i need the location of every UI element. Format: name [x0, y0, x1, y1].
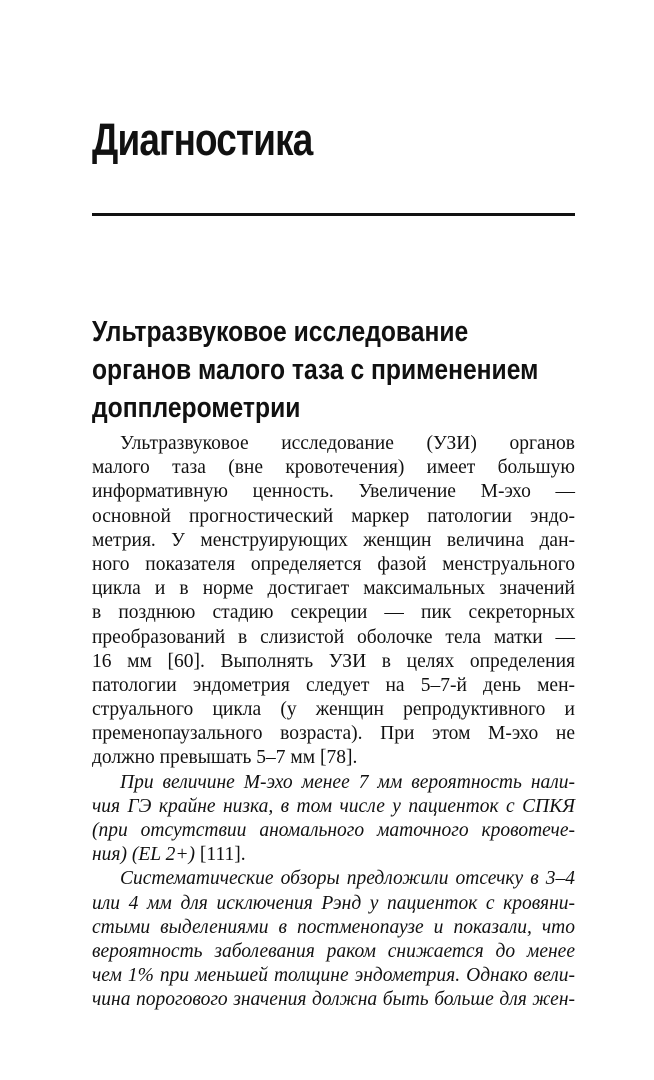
text-line: цикла и в норме достигает максимальных значений — [92, 578, 575, 600]
text-line: преобразований в слизистой оболочке тела матки — — [92, 626, 575, 648]
text-line: вероятность заболевания раком снижается до менее — [92, 940, 575, 962]
text-line: в позднюю стадию секреции — пик секреторных — [92, 602, 575, 624]
text-line: 16 мм [60]. Выполнять УЗИ в целях определения — [92, 650, 575, 672]
text-line: информативную ценность. Увеличение М-эхо — — [92, 481, 575, 503]
text-line: или 4 мм для исключения Рэнд у пациенток с кровяни- — [92, 892, 575, 914]
paragraph-uzi — [92, 432, 575, 771]
text-line: малого таза (вне кровотечения) имеет большую — [92, 457, 575, 479]
body-text — [92, 432, 575, 1013]
text-line: метрия. У менструирующих женщин величина дан- — [92, 529, 575, 551]
text-line: пременопаузального возраста). При этом М-эхо не — [92, 723, 575, 745]
chapter-title: Диагностика — [92, 114, 313, 165]
section-heading-line: органов малого таза с применением — [92, 354, 539, 386]
text-line: чия ГЭ крайне низка, в том числе у пациенток с СПКЯ — [92, 795, 575, 817]
text-line: ного показателя определяется фазой менструального — [92, 553, 575, 575]
section-heading-line: допплерометрии — [92, 392, 301, 424]
paragraph-m-echo — [92, 771, 575, 868]
paragraph-systematic-reviews — [92, 867, 575, 1012]
text-line — [92, 843, 575, 867]
text-line: чина порогового значения должна быть больше для жен- — [92, 989, 575, 1011]
title-divider — [92, 213, 575, 216]
text-line: чем 1% при меньшей толщине эндометрия. Однако вели- — [92, 965, 575, 987]
evidence-level: ния) (EL 2+) — [92, 844, 196, 866]
citation-reference: [111]. — [195, 844, 246, 866]
text-line: патологии эндометрия следует на 5–7-й день мен- — [92, 674, 575, 696]
text-line: стыми выделениями в постменопаузе и показали, что — [92, 916, 575, 938]
text-line: Систематические обзоры предложили отсечку в 3–4 — [120, 868, 575, 890]
text-line: При величине М-эхо менее 7 мм вероятность нали- — [120, 771, 575, 793]
section-heading-line: Ультразвуковое исследование — [92, 316, 469, 348]
text-line: (при отсутствии аномального маточного кровотече- — [92, 820, 575, 841]
text-line: основной прогностический маркер патологии эндо- — [92, 505, 575, 527]
text-line: струального цикла (у женщин репродуктивного и — [92, 699, 575, 721]
section-heading — [92, 313, 538, 427]
text-line: Ультразвуковое исследование (УЗИ) органов — [120, 433, 575, 454]
text-line: должно превышать 5–7 мм [78]. — [92, 747, 358, 769]
